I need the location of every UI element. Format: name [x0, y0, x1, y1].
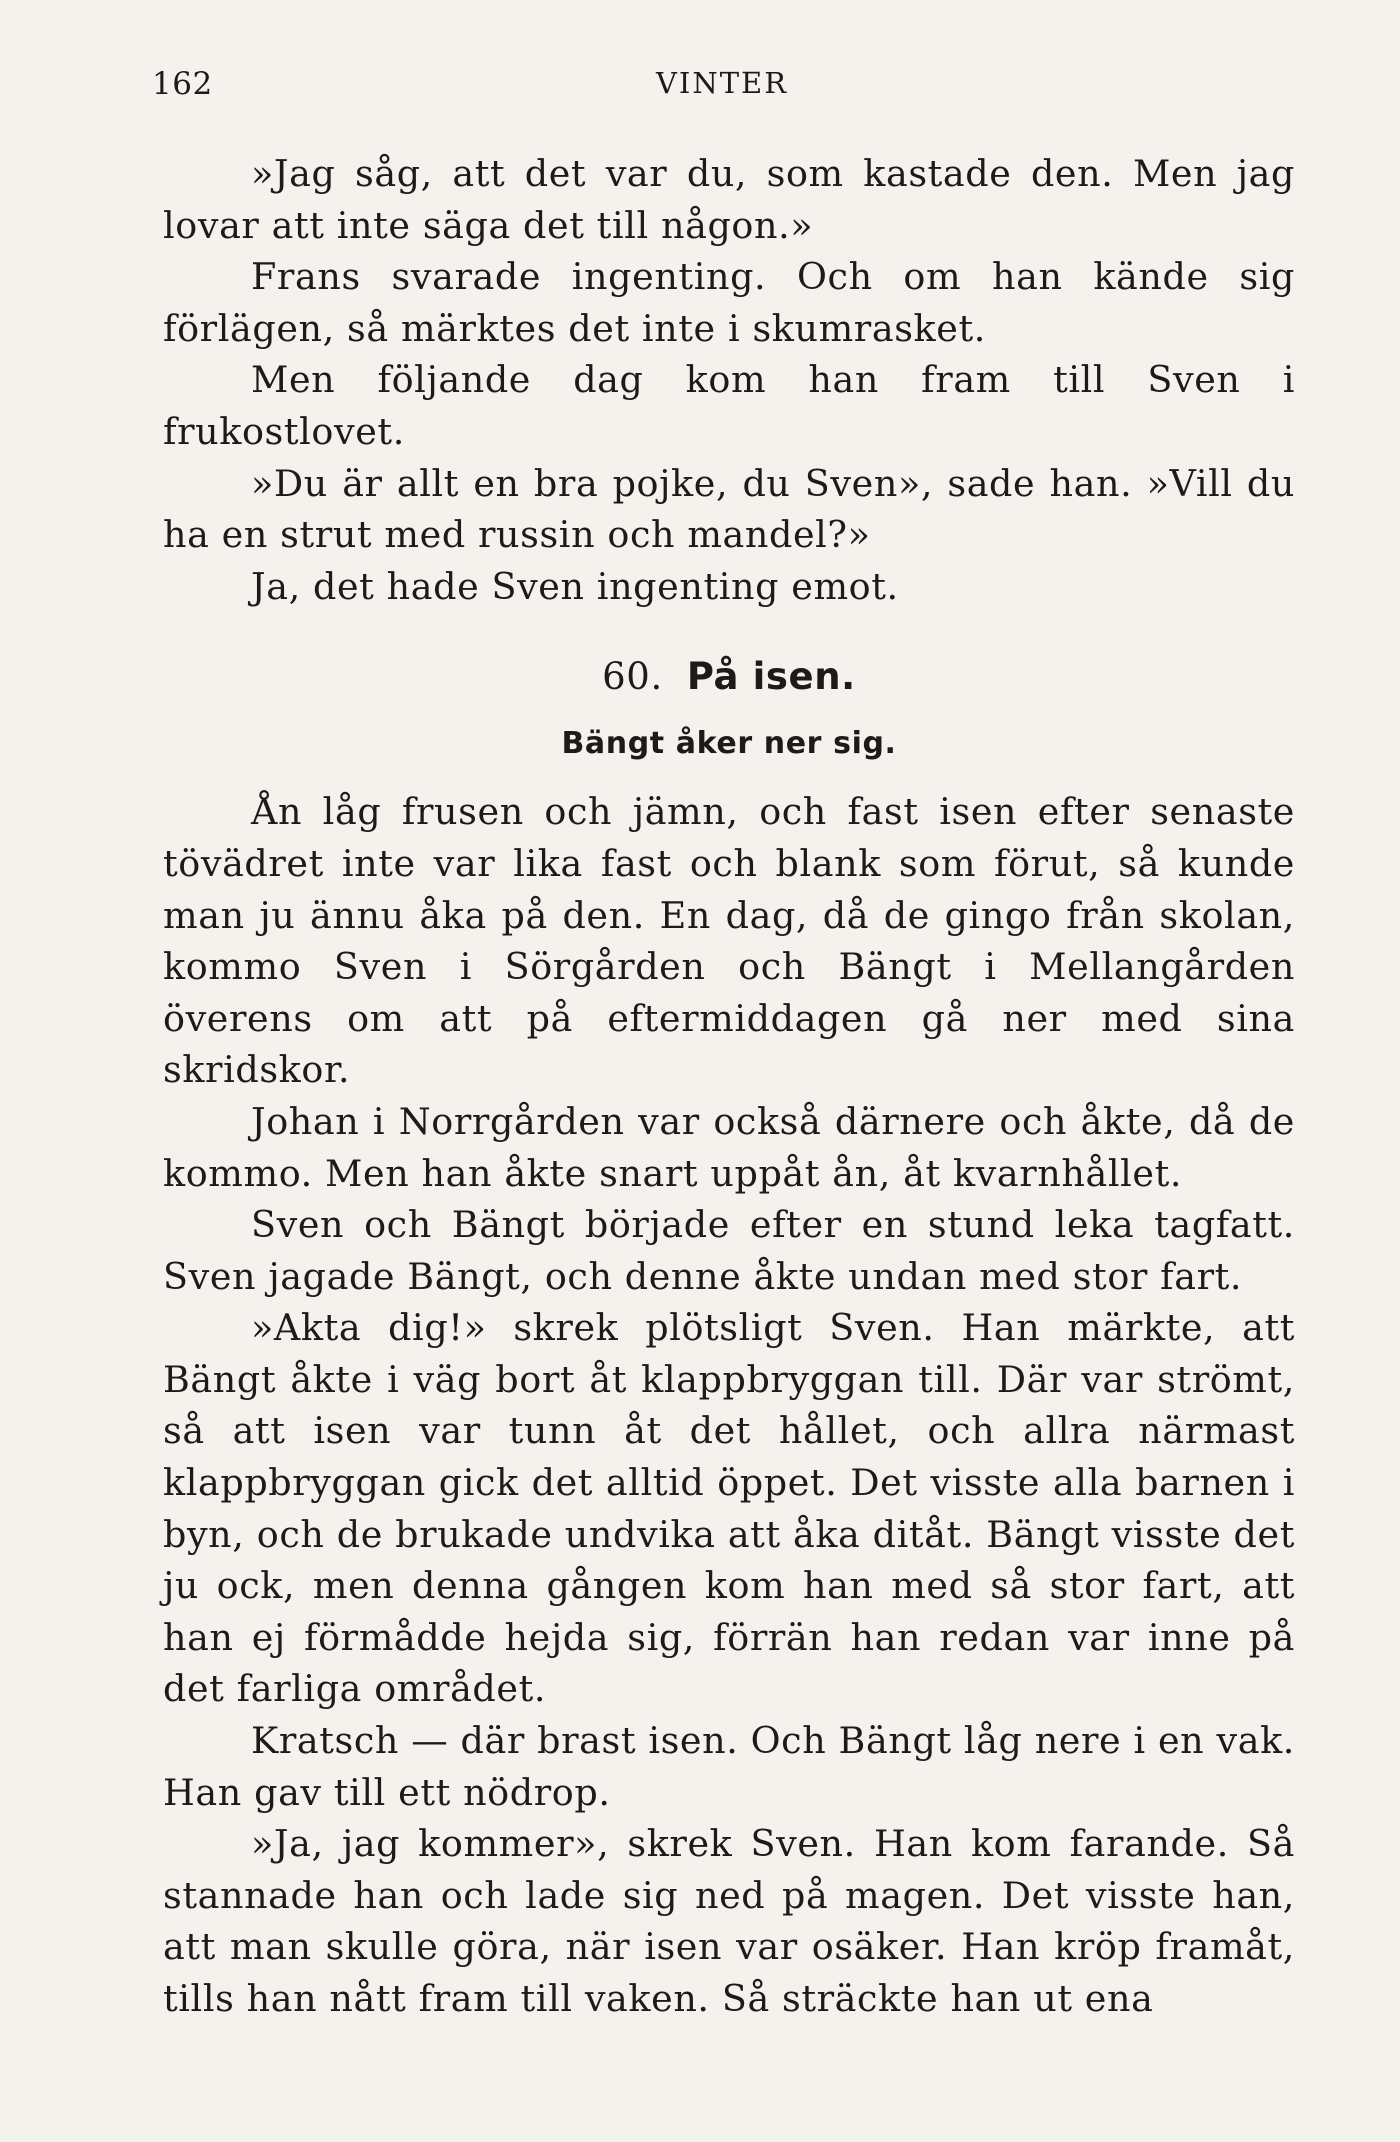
- chapter-heading: [163, 612, 1295, 702]
- chapter-number: 60.: [602, 655, 663, 699]
- paragraph: Men följande dag kom han fram till Sven i frukostlovet.: [163, 358, 1295, 453]
- page-header: [152, 66, 1292, 116]
- paragraph: »Du är allt en bra pojke, du Sven», sade han. »Vill du ha en strut med russin och mandel?»: [163, 461, 1295, 557]
- chapter-title: På isen.: [686, 655, 856, 699]
- paragraph: »Ja, jag kommer», skrek Sven. Han kom farande. Så stannade han och lade sig ned på magen. Det visste han, att man skulle göra, när isen var osäker. Han kröp framåt, tills han nått fram till vaken. Så sträckte han ut ena: [163, 1822, 1295, 2020]
- paragraph: »Akta dig!» skrek plötsligt Sven. Han märkte, att Bängt åkte i väg bort åt klappbryggan till. Där var strömt, så att isen var tunn åt det hållet, och allra närmast klappbryggan gick det alltid öppet. Det visste alla barnen i byn, och de brukade undvika att åka ditåt. Bängt visste det ju ock, men denna gången kom han med så stor fart, att han ej förmådde hejda sig, förrän han redan var inne på det farliga området.: [163, 1306, 1295, 1711]
- paragraph: Frans svarade ingenting. Och om han kände sig förlägen, så märktes det inte i skumrasket.: [163, 255, 1295, 350]
- page-number: 162: [152, 66, 213, 102]
- paragraph: Ja, det hade Sven ingenting emot.: [251, 564, 899, 608]
- paragraph: Kratsch — där brast isen. Och Bängt låg nere i en vak. Han gav till ett nödrop.: [163, 1719, 1295, 1814]
- running-head: VINTER: [655, 66, 789, 100]
- paragraph: Ån låg frusen och jämn, och fast isen efter senaste tövädret inte var lika fast och blank som förut, så kunde man ju ännu åka på den. En dag, då de gingo från skolan, kommo Sven i Sörgården och Bängt i Mellangården överens om att på eftermiddagen gå ner med sina skridskor.: [163, 790, 1295, 1092]
- paragraph: Sven och Bängt började efter en stund leka tagfatt. Sven jagade Bängt, och denne åkte undan med stor fart.: [163, 1203, 1295, 1298]
- body-text: [163, 148, 1295, 2025]
- paragraph: »Jag såg, att det var du, som kastade den. Men jag lovar att inte säga det till någon.»: [163, 152, 1295, 247]
- section-title: Bängt åker ner sig.: [561, 726, 897, 762]
- paragraph: Johan i Norrgården var också därnere och åkte, då de kommo. Men han åkte snart uppåt ån, åt kvarnhållet.: [163, 1099, 1295, 1195]
